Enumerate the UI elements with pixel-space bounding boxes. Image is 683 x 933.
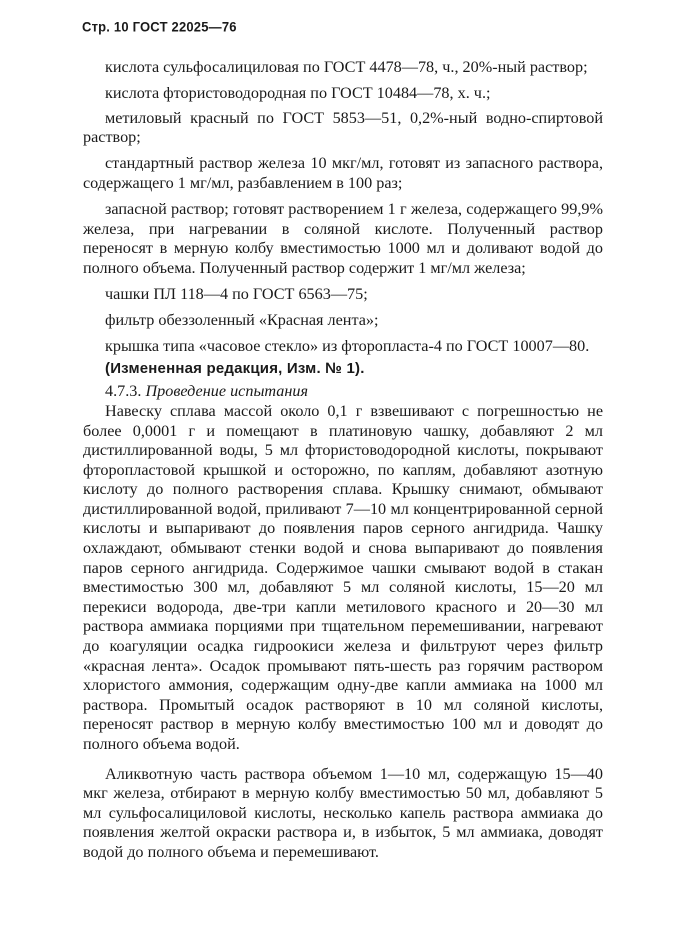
reagent-item: фильтр обеззоленный «Красная лента»; <box>105 311 379 330</box>
document-body <box>83 58 603 873</box>
amendment-note: (Измененная редакция, Изм. № 1). <box>105 359 365 377</box>
reagent-item: стандартный раствор железа 10 мкг/мл, готовят из запасного раствора, содержащего 1 мг/мл, разбавлением в 100 раз; <box>83 154 603 192</box>
procedure-paragraph: Аликвотную часть раствора объемом 1—10 мл, содержащую 15—40 мкг железа, отбирают в мерную колбу вместимостью 50 мл, добавляют 5 мл сульфосалициловой кислоты, несколько капель раствора аммиака до появления желтой окраски раствора и, в избыток, 5 мл аммиака, доводят водой до полного объема и перемешивают. <box>83 764 603 861</box>
reagent-item: метиловый красный по ГОСТ 5853—51, 0,2%-ный водно-спиртовой раствор; <box>83 108 603 147</box>
section-number: 4.7.3. <box>105 382 142 401</box>
reagent-item: чашки ПЛ 118—4 по ГОСТ 6563—75; <box>105 284 368 303</box>
reagent-item: кислота сульфосалициловая по ГОСТ 4478—78, ч., 20%-ный раствор; <box>105 58 588 76</box>
reagent-item: крышка типа «часовое стекло» из фторопласта-4 по ГОСТ 10007—80. <box>105 337 590 356</box>
section-title: Проведение испытания <box>145 382 309 401</box>
page-header: Стр. 10 ГОСТ 22025—76 <box>82 19 237 35</box>
section-heading <box>83 382 603 402</box>
procedure-paragraph: Навеску сплава массой около 0,1 г взвешивают с погрешностью не более 0,0001 г и помещают в платиновую чашку, добавляют 2 мл дистиллированной воды, 5 мл фтористоводородной кислоты, покрывают фторопластовой крышкой и осторожно, по каплям, добавляют азотную кислоту до полного растворения сплава. Крышку снимают, обмывают дистиллированной водой, приливают 7—10 мл концентрированной серной кислоты и выпаривают до появления паров серного ангидрида. Чашку охлаждают, обмывают стенки водой и снова выпаривают до появления паров серного ангидрида. Содержимое чашки смывают водой в стакан вместимостью 300 мл, добавляют 5 мл соляной кислоты, 15—20 мл перекиси водорода, две-три капли метилового красного и 20—30 мл раствора аммиака порциями при тщательном перемешивании, нагревают до коагуляции осадка гидроокиси железа и фильтруют через фильтр «красная лента». Осадок промывают пять-шесть раз горячим раствором хлористого аммония, содержащим одну-две капли аммиака на 1000 мл раствора. Промытый осадок растворяют в 10 мл соляной кислоты, переносят раствор в мерную колбу вместимостью 100 мл и доводят до полного объема водой. <box>83 401 603 753</box>
reagent-item: кислота фтористоводородная по ГОСТ 10484—78, х. ч.; <box>105 84 491 103</box>
reagent-item: запасной раствор; готовят растворением 1 г железа, содержащего 99,9% железа, при нагревании в соляной кислоте. Полученный раствор переносят в мерную колбу вместимостью 1000 мл и доливают водой до полного объема. Полученный раствор содержит 1 мг/мл железа; <box>83 200 603 277</box>
